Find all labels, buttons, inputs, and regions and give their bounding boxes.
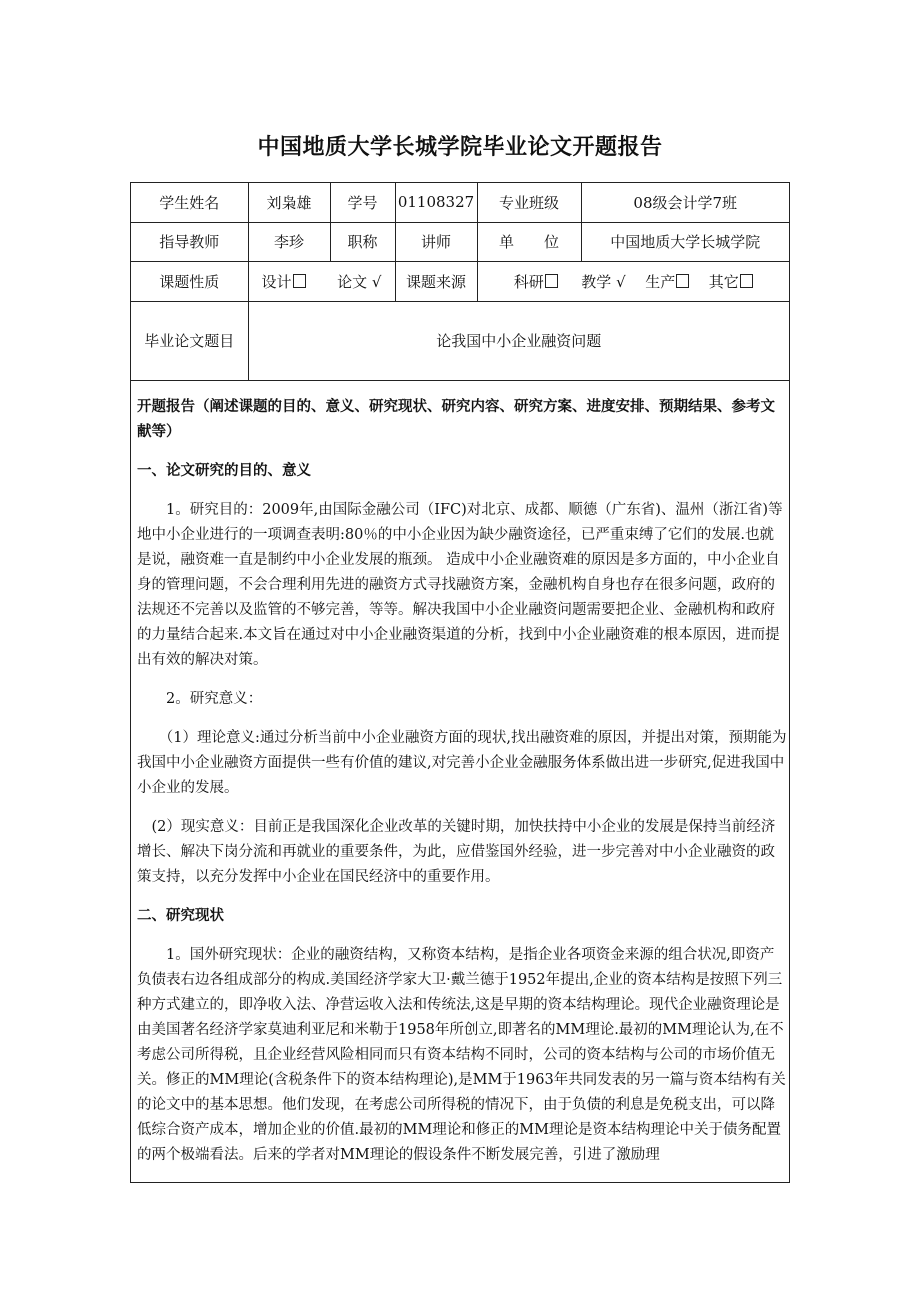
advisor-value: 李珍 (248, 222, 330, 261)
table-row (131, 261, 789, 301)
student-id-label: 学号 (330, 183, 395, 222)
paragraph: (2）现实意义：目前正是我国深化企业改革的关键时期，加快扶持中小企业的发展是保持当前经济增长、解决下岗分流和再就业的重要条件，为此，应借鉴国外经验，进一步完善对中小企业融资的政策支持，以充分发挥中小企业在国民经济中的重要作用。 (137, 819, 776, 885)
advisor-title-label: 职称 (330, 222, 395, 261)
topic-source-options (477, 261, 789, 301)
thesis-topic-label: 毕业论文题目 (131, 301, 248, 380)
paragraph: 2。研究意义： (166, 691, 263, 707)
report-form (130, 182, 790, 1183)
table-row (131, 183, 789, 222)
student-id-value: 01108327 (395, 183, 477, 222)
paragraph: 1。研究目的：2009年,由国际金融公司（IFC)对北京、成都、顺德（广东省)、温州（浙江省)等地中小企业进行的一项调查表明:80％的中小企业因为缺少融资途径，已严重束缚了它们的发展.也就是说，融资难一直是制约中小企业发展的瓶颈。 造成中小企业融资难的原因是多方面的，中小企业自身的管理问题，不会合理利用先进的融资方式寻找融资方案，金融机构自身也存在很多问题，政府的法规还不完善以及监管的不够完善，等等。解决我国中小企业融资问题需要把企业、金融机构和政府的力量结合起来.本文旨在通过对中小企业融资渠道的分析，找到中小企业融资难的根本原因，进而提出有效的解决对策。 (137, 502, 783, 668)
topic-source-label: 课题来源 (395, 261, 477, 301)
table-row (131, 222, 789, 261)
research-option: 科研 (514, 273, 558, 291)
table-row (131, 301, 789, 380)
thesis-option: 论文 √ (337, 272, 382, 291)
advisor-label: 指导教师 (131, 222, 248, 261)
page-title: 中国地质大学长城学院毕业论文开题报告 (257, 135, 663, 160)
unit-label: 单 位 (477, 222, 581, 261)
checkbox-icon (676, 274, 689, 288)
report-body (137, 395, 787, 1168)
info-table (131, 183, 789, 381)
paragraph: （1）理论意义:通过分析当前中小企业融资方面的现状,找出融资难的原因，并提出对策，预期能为我国中小企业融资方面提供一些有价值的建议,对完善小企业金融服务体系做出进一步研究,促进我国中小企业的发展。 (137, 730, 787, 796)
section-heading: 二、研究现状 (137, 908, 224, 924)
topic-nature-label: 课题性质 (131, 261, 248, 301)
student-name-value: 刘枭雄 (248, 183, 330, 222)
section-heading: 一、论文研究的目的、意义 (137, 463, 311, 479)
checkbox-icon (293, 274, 306, 288)
teaching-option: 教学 √ (581, 272, 626, 291)
production-option: 生产 (645, 273, 689, 291)
class-label: 专业班级 (477, 183, 581, 222)
topic-nature-options (248, 261, 395, 301)
paragraph: 1。国外研究现状：企业的融资结构，又称资本结构，是指企业各项资金来源的组合状况,即资产负债表右边各组成部分的构成.美国经济学家大卫·戴兰德于1952年提出,企业的资本结构是按照下列三种方式建立的，即净收入法、净营运收入法和传统法,这是早期的资本结构理论。现代企业融资理论是由美国著名经济学家莫迪利亚尼和米勒于1958年所创立,即著名的MM理论.最初的MM理论认为,在不考虑公司所得税，且企业经营风险相同而只有资本结构不同时，公司的资本结构与公司的市场价值无关。修正的MM理论(含税条件下的资本结构理论),是MM于1963年共同发表的另一篇与资本结构有关的论文中的基本思想。他们发现，在考虑公司所得税的情况下，由于负债的利息是免税支出，可以降低综合资产成本，增加企业的价值.最初的MM理论和修正的MM理论是资本结构理论中关于债务配置的两个极端看法。后来的学者对MM理论的假设条件不断发展完善，引进了激励理 (137, 947, 786, 1163)
other-option: 其它 (709, 273, 753, 291)
class-value: 08级会计学7班 (581, 183, 789, 222)
thesis-topic-value: 论我国中小企业融资问题 (248, 301, 789, 380)
report-heading: 开题报告（阐述课题的目的、意义、研究现状、研究内容、研究方案、进度安排、预期结果、参考文献等） (137, 399, 775, 440)
design-option: 设计 (262, 273, 306, 291)
checkbox-icon (740, 274, 753, 288)
unit-value: 中国地质大学长城学院 (581, 222, 789, 261)
advisor-title-value: 讲师 (395, 222, 477, 261)
checkbox-icon (545, 274, 558, 288)
student-name-label: 学生姓名 (131, 183, 248, 222)
